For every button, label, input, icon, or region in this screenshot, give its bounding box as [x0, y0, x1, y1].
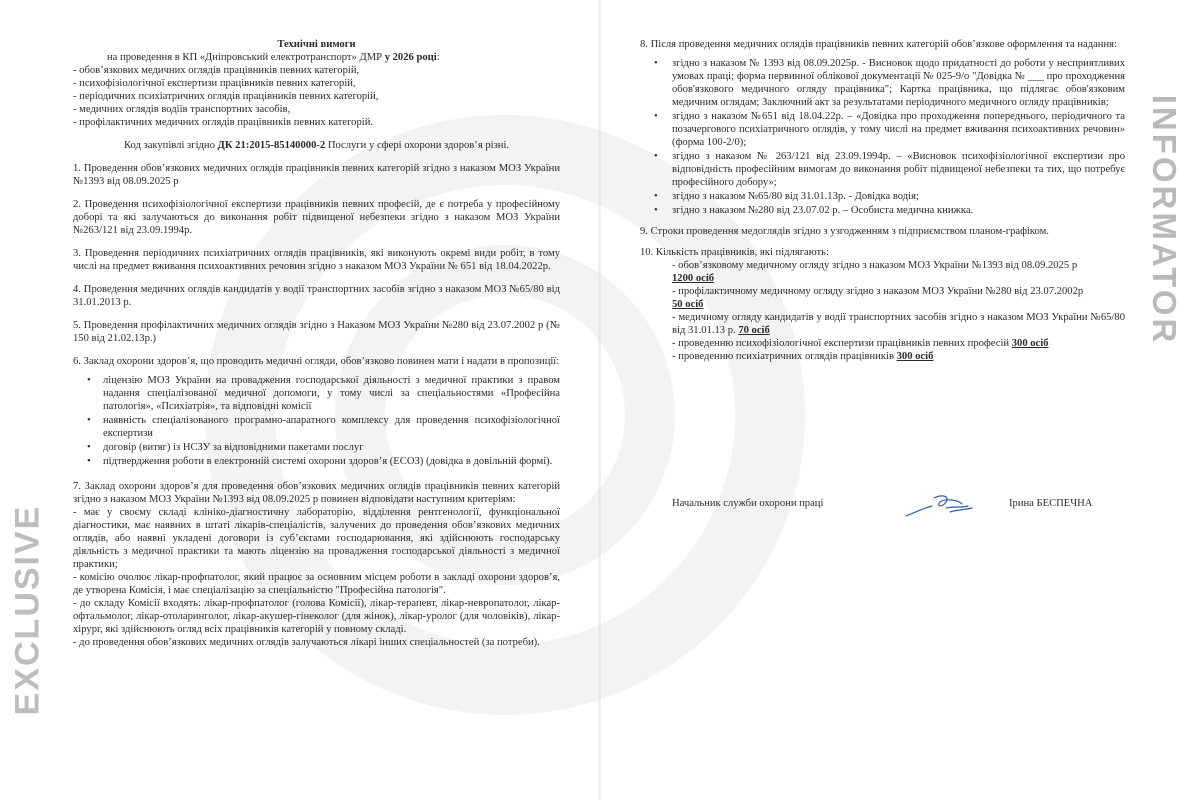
services-list-item: - періодичних психіатричних оглядів працівників певних категорій,	[73, 91, 379, 102]
informator-brand: INFORMATOR	[1146, 94, 1183, 346]
quantity-value: 50 осіб	[672, 299, 704, 310]
exclusive-label: EXCLUSIVE	[8, 504, 47, 716]
quantity-value: 70 осіб	[738, 325, 770, 336]
list-item: • підтвердження роботи в електронній системі охорони здоров’я (ЕСОЗ) (довідка в довільній формі).	[73, 455, 560, 468]
paragraph-6-bullets	[73, 374, 560, 468]
paragraph-6: 6. Заклад охорони здоров’я, що проводить медичні огляди, обов’язково повинен мати і надати в пропозиції:	[73, 356, 560, 367]
document-subtitle: на проведення в КП «Дніпровський електротранспорт» ДМР у 2026 році:	[107, 52, 440, 63]
quantity-item: - профілактичному медичному огляду згідно з наказом МОЗ України №280 від 23.07.2002р 50 осіб	[672, 286, 1084, 310]
paragraph-7: 7. Заклад охорони здоров’я для проведення обов’язкових медичних оглядів працівників певних категорій згідно з наказом МОЗ України №1393 від 08.09.2025 р повинен відповідати наступним критеріям:	[73, 481, 560, 505]
procurement-code: Код закупівлі згідно ДК 21:2015-85140000-2 Послуги у сфері охорони здоров’я різні.	[123, 140, 510, 151]
paragraph-4: 4. Проведення медичних оглядів кандидатів у водії транспортних засобів згідно з наказом МОЗ №65/80 від 31.01.2013 р.	[73, 284, 560, 308]
services-list-item: - психофізіологічної експертизи працівників певних категорій,	[73, 78, 356, 89]
list-item: • згідно з наказом № 1393 від 08.09.2025р. - Висновок щодо придатності до роботи у несприятливих умовах праці; форма первинної облікової документації № 025-9/о "Довідка № ___ про проходження обов'язкового медичного огляду працівника"; Картка працівника, що підлягає обов'язковим медичним оглядам; Заключний акт за результатами періодичного медичного огляду працівників;	[640, 57, 1125, 109]
right-column	[640, 38, 1125, 363]
paragraph-5: 5. Проведення профілактичних медичних оглядів згідно з Наказом МОЗ України №280 від 23.07.2002 р (№ 150 від 21.02.13р.)	[73, 320, 560, 344]
signatory-name: Ірина БЕСПЕЧНА	[1009, 498, 1093, 509]
services-list-item: - профілактичних медичних оглядів працівників певних категорій.	[73, 117, 374, 128]
quantity-item: - проведенню психофізіологічної експертизи працівників певних професій 300 осіб	[672, 338, 1049, 349]
handwritten-signature-icon	[902, 488, 992, 522]
services-list-item: - обов’язкових медичних оглядів працівників певних категорій,	[73, 65, 360, 76]
paragraph-1: 1. Проведення обов’язкових медичних оглядів працівників певних категорій згідно з наказом МОЗ України №1393 від 08.09.2025 р	[73, 163, 560, 187]
list-item: • згідно з наказом № 263/121 від 23.09.1994р. – «Висновок психофізіологічної експертизи про відповідність професійним вимогам до виконання робіт підвищеної небезпеки та тих, що потребує професійного добору»;	[640, 150, 1125, 189]
signatory-title: Начальник служби охорони праці	[672, 498, 824, 509]
criteria-item: - до складу Комісії входять: лікар-профпатолог (голова Комісії), лікар-терапевт, лікар-невропатолог, лікар-офтальмолог, лікар-отоларинголог, лікар-акушер-гінеколог (для жінок), лікар-уролог (для чоловіків), лікар-хірург, які здійснюють огляд всіх працівників категорій у повному складі.	[73, 598, 560, 635]
list-item: • наявність спеціалізованого програмно-апаратного комплексу для проведення психофізіологічної експертизи	[73, 414, 560, 440]
list-item: • згідно з наказом №65/80 від 31.01.13р. - Довідка водія;	[640, 190, 1125, 203]
document-title: Технічні вимоги	[277, 39, 356, 50]
quantity-item: - медичному огляду кандидатів у водії транспортних засобів згідно з наказом МОЗ України №65/80 від 31.01.13 р. 70 осіб	[672, 312, 1125, 336]
paragraph-9: 9. Строки проведення медоглядів згідно з узгодженням з підприємством планом-графіком.	[640, 226, 1049, 237]
services-list-item: - медичних оглядів водіїв транспортних засобів,	[73, 104, 291, 115]
criteria-item: - має у своєму складі клініко-діагностичну лабораторію, відділення рентгенології, функціональної діагностики, має наявних в штаті лікарів-спеціалістів, залучених до проведення обов’язкових медичних оглядів, або наявні укладені договори із суб’єктами господарювання, які здійснюють господарську діяльність з медичної практики та мають ліцензію на провадження господарської діяльності з медичної практики;	[73, 507, 560, 570]
quantity-value: 300 осіб	[896, 351, 934, 362]
quantity-item: - обов’язковому медичному огляду згідно з наказом МОЗ України №1393 від 08.09.2025 р 1200 осіб	[672, 260, 1078, 284]
quantity-item: - проведенню психіатричних оглядів працівників 300 осіб	[672, 351, 934, 362]
left-column	[73, 38, 560, 649]
services-list	[73, 64, 560, 129]
list-item: • ліцензію МОЗ України на провадження господарської діяльності з медичної практики з правом надання спеціалізованої медичної допомоги, у тому числі за спеціальностями «Професійна патологія», «Психіатрія», та відповідні комісії	[73, 374, 560, 413]
quantity-value: 300 осіб	[1011, 338, 1049, 349]
paragraph-2: 2. Проведення психофізіологічної експертизи працівників певних професій, де є потреба у професійному доборі та які залучаються до виконання робіт підвищеної небезпеки згідно з наказом МОЗ України №263/121 від 23.09.1994р.	[73, 199, 560, 236]
paragraph-3: 3. Проведення періодичних психіатричних оглядів працівників, які виконують окремі види робіт, в тому числі на предмет вживання психоактивних речовин згідно з наказом МОЗ України № 651 від 18.04.2022р.	[73, 248, 560, 272]
paragraph-8: 8. Після проведення медичних оглядів працівників певних категорій обов’язкове оформлення та надання:	[640, 39, 1117, 50]
list-item: • договір (витяг) із НСЗУ за відповідними пакетами послуг	[73, 441, 560, 454]
paragraph-10: 10. Кількість працівників, які підлягають:	[640, 247, 829, 258]
criteria-item: - до проведення обов’язкових медичних оглядів залучаються лікарі інших спеціальностей (за потреби).	[73, 637, 540, 648]
quantity-value: 1200 осіб	[672, 273, 715, 284]
list-item: • згідно з наказом №280 від 23.07.02 р. – Особиста медична книжка.	[640, 204, 1125, 217]
criteria-item: - комісію очолює лікар-профпатолог, який працює за основним місцем роботи в закладі охорони здоров’я, де утворена Комісія, і має спеціалізацію за спеціальністю "Професійна патологія".	[73, 572, 560, 596]
list-item: • згідно з наказом №651 від 18.04.22р. – «Довідка про проходження попереднього, періодичного та позачергового психіатричного оглядів, у тому числі на предмет вживання психоактивних речовин» (форма 100-2/0);	[640, 110, 1125, 149]
paragraph-8-bullets	[640, 57, 1125, 217]
